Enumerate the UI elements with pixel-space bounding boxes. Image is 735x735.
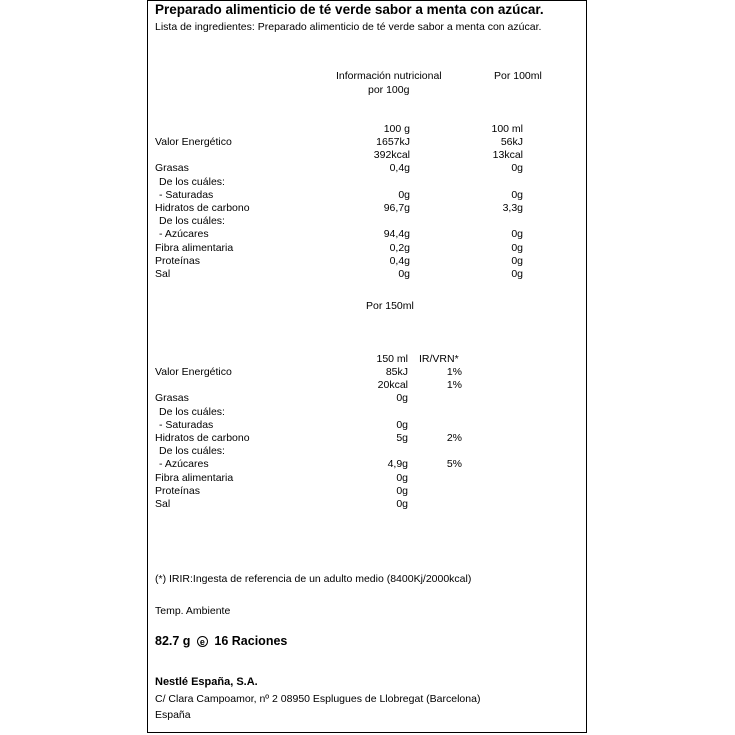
row-label: Proteínas bbox=[155, 254, 200, 267]
row-value-1: 0g bbox=[396, 498, 408, 510]
net-quantity bbox=[155, 635, 287, 647]
row-value-1: 0,4g bbox=[389, 162, 410, 175]
storage-info: Temp. Ambiente bbox=[155, 605, 231, 617]
row-label: De los cuáles: bbox=[159, 175, 225, 188]
row-label: Fibra alimentaria bbox=[155, 471, 234, 484]
row-label: Valor Energético bbox=[155, 366, 232, 378]
row-label: Fibra alimentaria bbox=[155, 241, 234, 254]
row-value-2: 0g bbox=[511, 228, 523, 241]
table1-header-left-sub: por 100g bbox=[368, 84, 410, 96]
row-label: Sal bbox=[155, 498, 171, 510]
table1-header-right: Por 100ml bbox=[494, 70, 542, 82]
row-label: Grasas bbox=[155, 392, 189, 405]
row-label: De los cuáles: bbox=[159, 405, 225, 418]
estimated-sign: e bbox=[197, 636, 208, 647]
row-value-2: 0g bbox=[511, 268, 523, 280]
row-value-1: 0g bbox=[398, 188, 410, 201]
row-value-1: 0g bbox=[396, 418, 408, 431]
table1-col2-header: 100 ml bbox=[491, 123, 523, 135]
ingredients-list: Lista de ingredientes: Preparado alimenticio de té verde sabor a menta con azúcar. bbox=[155, 21, 542, 33]
company-country: España bbox=[155, 709, 191, 721]
table2-header: Por 150ml bbox=[366, 300, 414, 312]
row-value-1: 0,2g bbox=[389, 241, 410, 254]
row-value-2: 0g bbox=[511, 188, 523, 201]
row-value-1: 392kcal bbox=[373, 149, 410, 162]
row-value-2: 0g bbox=[511, 254, 523, 267]
row-value-1: 1657kJ bbox=[376, 136, 410, 148]
row-label: - Azúcares bbox=[159, 458, 209, 471]
row-label: De los cuáles: bbox=[159, 215, 225, 228]
row-label: Valor Energético bbox=[155, 136, 232, 148]
row-value-1: 0g bbox=[396, 392, 408, 405]
row-label: - Saturadas bbox=[159, 188, 214, 201]
row-value-2: 1% bbox=[446, 366, 462, 378]
row-value-2: 1% bbox=[446, 379, 462, 392]
table1-col1-header: 100 g bbox=[383, 123, 410, 135]
row-value-1: 96,7g bbox=[383, 202, 410, 214]
row-label: Hidratos de carbono bbox=[155, 432, 250, 444]
row-value-1: 4,9g bbox=[387, 458, 408, 471]
row-label: Hidratos de carbono bbox=[155, 202, 250, 214]
row-value-2: 2% bbox=[446, 432, 462, 444]
company-name: Nestlé España, S.A. bbox=[155, 676, 258, 688]
row-value-2: 0g bbox=[511, 162, 523, 175]
row-value-2: 0g bbox=[511, 241, 523, 254]
net-weight: 82.7 g bbox=[155, 634, 191, 648]
row-value-1: 5g bbox=[396, 432, 408, 444]
row-value-1: 0,4g bbox=[389, 254, 410, 267]
row-value-1: 0g bbox=[398, 268, 410, 280]
row-value-1: 85kJ bbox=[385, 366, 408, 378]
row-label: De los cuáles: bbox=[159, 445, 225, 458]
row-label: - Azúcares bbox=[159, 228, 209, 241]
row-label: Sal bbox=[155, 268, 171, 280]
row-label: - Saturadas bbox=[159, 418, 214, 431]
table2-col1-header: 150 ml bbox=[376, 353, 408, 365]
row-value-1: 0g bbox=[396, 471, 408, 484]
row-value-2: 5% bbox=[446, 458, 462, 471]
servings: 16 Raciones bbox=[214, 634, 288, 648]
company-address: C/ Clara Campoamor, nº 2 08950 Esplugues de Llobregat (Barcelona) bbox=[155, 693, 481, 705]
row-value-1: 0g bbox=[396, 484, 408, 497]
product-title: Preparado alimenticio de té verde sabor a menta con azúcar. bbox=[155, 2, 544, 17]
row-value-2: 56kJ bbox=[500, 136, 523, 148]
row-label: Proteínas bbox=[155, 484, 200, 497]
row-value-1: 94,4g bbox=[383, 228, 410, 241]
table2-col2-header: IR/VRN* bbox=[419, 353, 459, 365]
table1-header-left: Información nutricional bbox=[336, 70, 442, 82]
row-value-1: 20kcal bbox=[377, 379, 408, 392]
row-value-2: 3,3g bbox=[502, 202, 523, 214]
row-label: Grasas bbox=[155, 162, 189, 175]
row-value-2: 13kcal bbox=[492, 149, 523, 162]
footnote: (*) IRIR:Ingesta de referencia de un adulto medio (8400Kj/2000kcal) bbox=[155, 573, 472, 585]
